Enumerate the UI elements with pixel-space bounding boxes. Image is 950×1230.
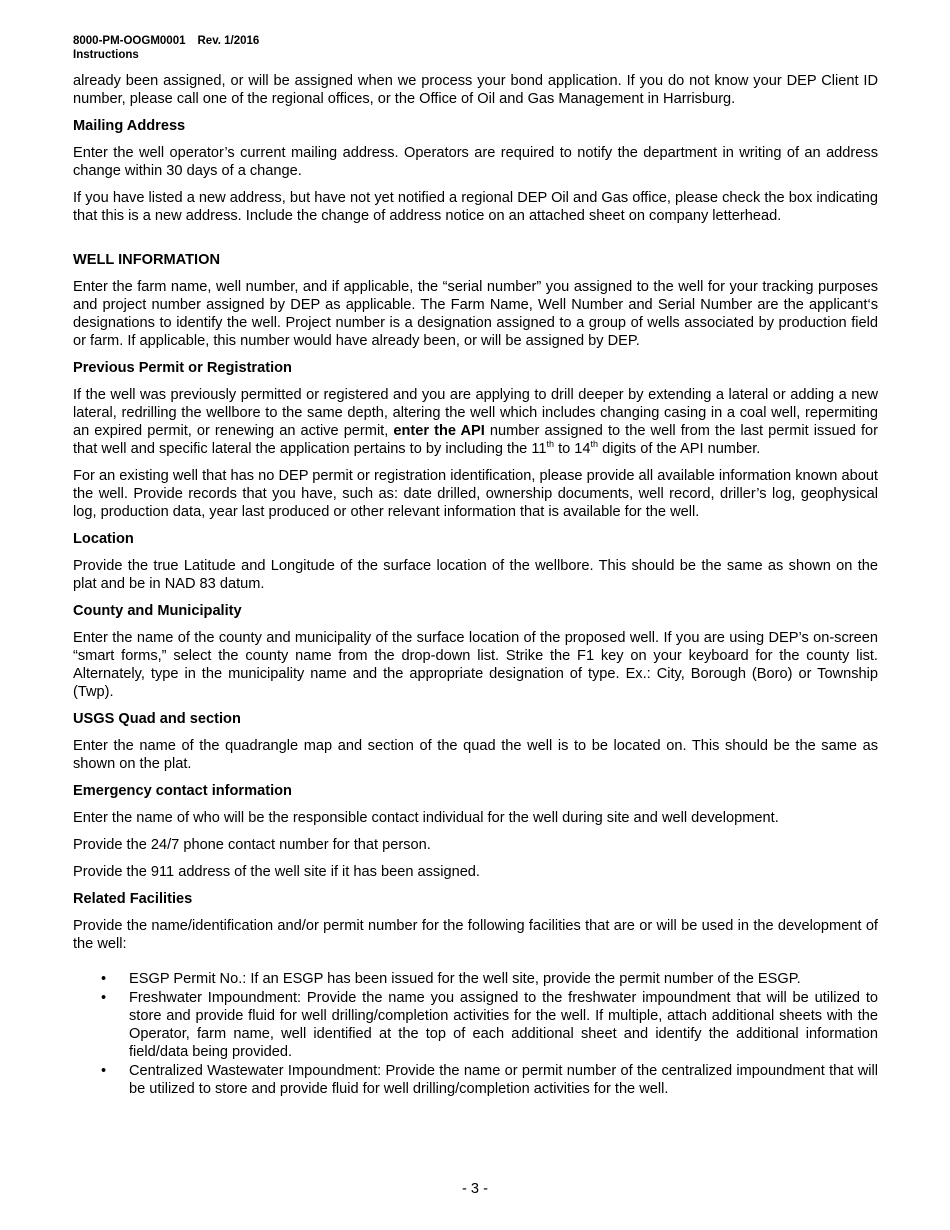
emergency-contact-paragraph-3: Provide the 911 address of the well site if it has been assigned.	[73, 864, 480, 880]
location-heading: Location	[73, 531, 134, 547]
previous-permit-text-d: digits of the API number.	[598, 441, 761, 457]
mailing-address-paragraph-1: Enter the well operator’s current mailing address. Operators are required to notify the department in writing of an address change within 30 days of a change.	[73, 145, 878, 179]
list-item-text: Freshwater Impoundment: Provide the name you assigned to the freshwater impoundment that will be utilized to store and provide fluid for well drilling/completion activities for the well. If multiple, attach additional sheets with the Operator, farm name, well identified at the top of each additional sheet and identify the additional information field/data being provided.	[129, 990, 878, 1060]
header-label: Instructions	[73, 49, 139, 61]
list-item-text: ESGP Permit No.: If an ESGP has been issued for the well site, provide the permit number of the ESGP.	[129, 971, 801, 987]
county-municipality-heading: County and Municipality	[73, 603, 242, 619]
list-item	[73, 1062, 878, 1098]
revision-date: Rev. 1/2016	[197, 35, 260, 47]
enter-api-emphasis: enter the API	[393, 423, 485, 439]
document-header	[73, 34, 878, 62]
document-page	[73, 34, 878, 1099]
previous-permit-text-c: to 14	[554, 441, 591, 457]
location-paragraph: Provide the true Latitude and Longitude of the surface location of the wellbore. This should be the same as shown on the plat and be in NAD 83 datum.	[73, 558, 878, 592]
mailing-address-heading: Mailing Address	[73, 118, 186, 134]
bullet-icon: •	[101, 1063, 107, 1079]
emergency-contact-paragraph-2: Provide the 24/7 phone contact number for that person.	[73, 837, 431, 853]
previous-permit-paragraph-2: For an existing well that has no DEP permit or registration identification, please provide all available information known about the well. Provide records that you have, such as: date drilled, ownership documents, well record, driller’s log, geophysical log, production data, year last produced or other relevant information that is available for the well.	[73, 468, 878, 520]
usgs-quad-heading: USGS Quad and section	[73, 711, 241, 727]
mailing-address-paragraph-2: If you have listed a new address, but have not yet notified a regional DEP Oil and Gas office, please check the box indicating that this is a new address. Include the change of address notice on an attached sheet on company letterhead.	[73, 190, 878, 224]
superscript-th-1: th	[546, 439, 555, 450]
bullet-icon: •	[101, 971, 107, 987]
form-number: 8000-PM-OOGM0001	[73, 35, 186, 47]
well-information-heading: WELL INFORMATION	[73, 252, 220, 268]
intro-paragraph: already been assigned, or will be assigned when we process your bond application. If you do not know your DEP Client ID number, please call one of the regional offices, or the Office of Oil and Gas Management in Harrisburg.	[73, 73, 878, 107]
list-item-text: Centralized Wastewater Impoundment: Provide the name or permit number of the centralized impoundment that will be utilized to store and provide fluid for well drilling/completion activities for the well.	[129, 1063, 878, 1097]
related-facilities-paragraph: Provide the name/identification and/or permit number for the following facilities that are or will be used in the development of the well:	[73, 918, 878, 952]
list-item	[73, 989, 878, 1061]
related-facilities-list	[73, 970, 878, 1098]
bullet-icon: •	[101, 990, 107, 1006]
previous-permit-heading: Previous Permit or Registration	[73, 360, 292, 376]
emergency-contact-paragraph-1: Enter the name of who will be the responsible contact individual for the well during site and well development.	[73, 810, 779, 826]
previous-permit-paragraph-1	[73, 386, 878, 458]
previous-permit-text-b: number assigned to the well from the last permit issued for that well and specific lateral the application pertains to by including the 11	[73, 423, 878, 457]
usgs-quad-paragraph: Enter the name of the quadrangle map and section of the quad the well is to be located on. This should be the same as shown on the plat.	[73, 738, 878, 772]
emergency-contact-heading: Emergency contact information	[73, 783, 292, 799]
well-information-paragraph: Enter the farm name, well number, and if applicable, the “serial number” you assigned to the well for your tracking purposes and project number assigned by DEP as applicable. The Farm Name, Well Number and Serial Number are the applicant‘s designations to identify the well. Project number is a designation assigned to a group of wells associated by production field or farm. If applicable, this number would have already been, or will be assigned by DEP.	[73, 279, 878, 349]
previous-permit-text-a: If the well was previously permitted or registered and you are applying to drill deeper by extending a lateral or adding a new lateral, redrilling the wellbore to the same depth, altering the well which includes changing casing in a coal well, repermiting an expired permit, or renewing an active permit,	[73, 387, 878, 439]
list-item	[73, 970, 878, 988]
related-facilities-heading: Related Facilities	[73, 891, 193, 907]
superscript-th-2: th	[590, 439, 599, 450]
page-number: - 3 -	[462, 1181, 488, 1197]
county-municipality-paragraph: Enter the name of the county and municipality of the surface location of the proposed well. If you are using DEP’s on-screen “smart forms,” select the county name from the drop-down list. Strike the F1 key on your keyboard for the county list. Alternately, type in the municipality name and the appropriate designation of type. Ex.: City, Borough (Boro) or Township (Twp).	[73, 630, 878, 700]
